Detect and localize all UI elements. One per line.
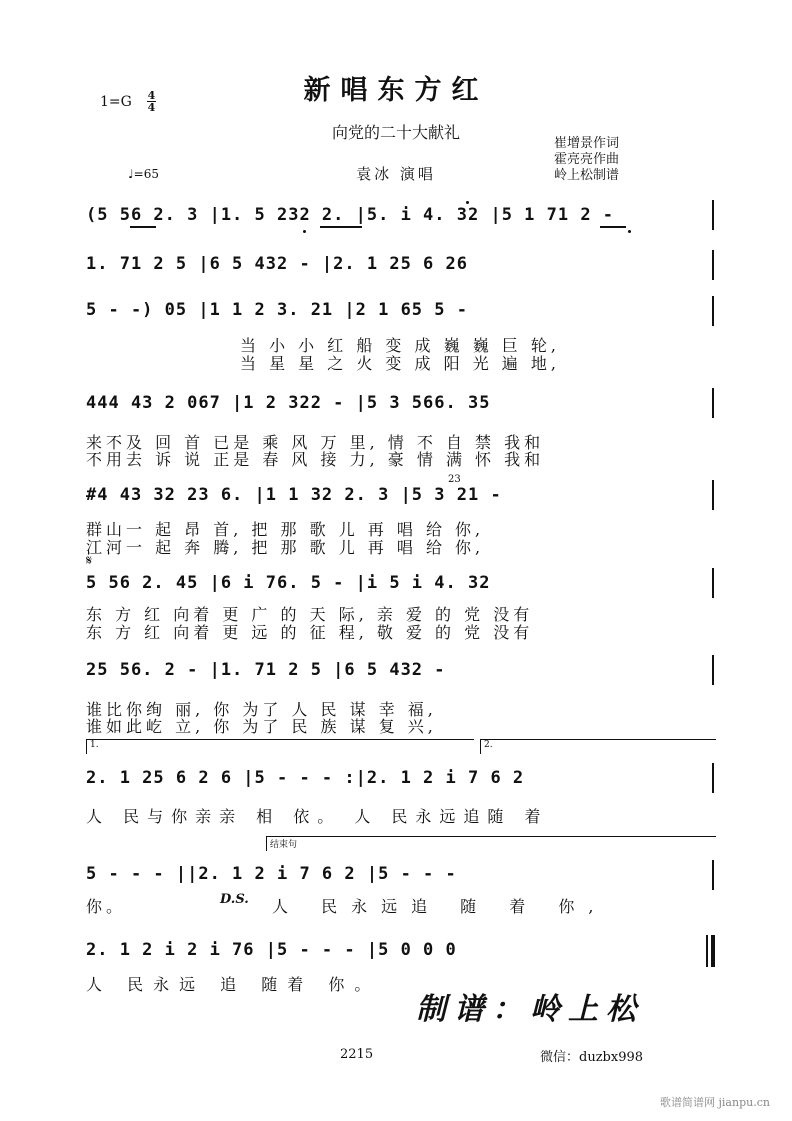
lyric-line: 群山一 起 昂 首, 把 那 歌 儿 再 唱 给 你, — [86, 520, 485, 539]
key-signature: 1=G — [100, 94, 132, 110]
lyric-line: 来不及 回 首 已是 乘 风 万 里, 情 不 自 禁 我和 — [86, 433, 545, 452]
notation-row-2: 1. 71 2 5 |6 5 432 - |2. 1 25 6 26 — [86, 254, 468, 274]
composer-credit: 霍亮亮作曲 — [554, 152, 620, 167]
watermark: 歌谱简谱网 jianpu.cn — [660, 1096, 770, 1109]
notation-row-7: 25 56. 2 - |1. 71 2 5 |6 5 432 - — [86, 660, 446, 680]
lyric-line: 不用去 诉 说 正是 春 风 接 力, 豪 情 满 怀 我和 — [86, 450, 545, 469]
lyric-line: 人 民永远追 随 着 你, — [272, 897, 608, 916]
wechat-contact: 微信：duzbx998 — [540, 1050, 644, 1065]
notation-row-10: 2. 1 2 i 2 i 76 |5 - - - |5 0 0 0 — [86, 940, 457, 960]
ds-marking: D.S. — [220, 892, 249, 907]
notation-row-3: 5 - -) 05 |1 1 2 3. 21 |2 1 65 5 - — [86, 300, 468, 320]
time-sig-top: 4 — [147, 89, 156, 102]
notation-row-6: 5 56 2. 45 |6 i 76. 5 - |i 5 i 4. 32 — [86, 573, 491, 593]
barline — [712, 296, 714, 326]
page-number: 2215 — [340, 1047, 374, 1062]
barline — [712, 388, 714, 418]
song-title: 新唱东方红 — [303, 75, 489, 106]
barline — [712, 480, 714, 510]
barline — [712, 200, 714, 230]
lyric-line: 你。 — [86, 897, 127, 916]
time-sig-bottom: 4 — [147, 101, 156, 114]
final-barline-thin — [706, 935, 708, 967]
barline — [712, 763, 714, 793]
lyric-line: 谁如此屹 立, 你 为了 民 族 谋 复 兴, — [86, 717, 437, 736]
beam-underline — [600, 226, 626, 228]
notation-row-9: 5 - - - ||2. 1 2 i 7 6 2 |5 - - - — [86, 864, 457, 884]
notation-row-1: (5 56 2. 3 |1. 5 232 2. |5. i 4. 32 |5 1 71 2 - — [86, 205, 615, 225]
notation-row-8: 2. 1 25 6 2 6 |5 - - - :|2. 1 2 i 7 6 2 — [86, 768, 525, 788]
grace-note: 23 — [448, 474, 461, 485]
lyricist-credit: 崔增景作词 — [554, 136, 620, 151]
lyric-line: 当 星 星 之 火 变 成 阳 光 遍 地, — [240, 354, 560, 373]
final-barline-thick — [711, 935, 715, 967]
segno-sign: 𝄋 — [86, 553, 93, 569]
barline — [712, 250, 714, 280]
coda-bracket: 结束句 — [266, 836, 716, 851]
lyric-line: 当 小 小 红 船 变 成 巍 巍 巨 轮, — [240, 336, 560, 355]
barline — [712, 860, 714, 890]
volta-2: 2. — [480, 739, 716, 754]
octave-dot — [466, 201, 469, 204]
beam-underline — [130, 226, 156, 228]
arranger-signature: 制谱：岭上松 — [416, 992, 644, 1027]
octave-dot — [303, 230, 306, 233]
beam-underline — [320, 226, 362, 228]
octave-dot — [628, 230, 631, 233]
lyric-line: 东 方 红 向着 更 远 的 征 程, 敬 爱 的 党 没有 — [86, 623, 534, 642]
song-subtitle: 向党的二十大献礼 — [331, 123, 460, 142]
volta-1: 1. — [86, 739, 474, 754]
barline — [712, 568, 714, 598]
barline — [712, 655, 714, 685]
lyric-line: 东 方 红 向着 更 广 的 天 际, 亲 爱 的 党 没有 — [86, 605, 534, 624]
singer: 袁冰 演唱 — [356, 165, 436, 183]
arranger-credit: 岭上松制谱 — [554, 168, 620, 183]
lyric-line: 谁比你绚 丽, 你 为了 人 民 谋 幸 福, — [86, 700, 437, 719]
time-signature — [147, 90, 156, 113]
notation-row-5: #4 43 32 23 6. |1 1 32 2. 3 |5 3 21 - — [86, 485, 502, 505]
lyric-line: 人 民永远 追 随着 你。 — [86, 975, 381, 994]
tempo-marking: ♩=65 — [128, 167, 159, 181]
lyric-line: 江河一 起 奔 腾, 把 那 歌 儿 再 唱 给 你, — [86, 538, 485, 557]
lyric-line: 人 民与你亲亲 相 依。 人 民永远追随 着 — [86, 807, 549, 826]
notation-row-4: 444 43 2 067 |1 2 322 - |5 3 566. 35 — [86, 393, 491, 413]
